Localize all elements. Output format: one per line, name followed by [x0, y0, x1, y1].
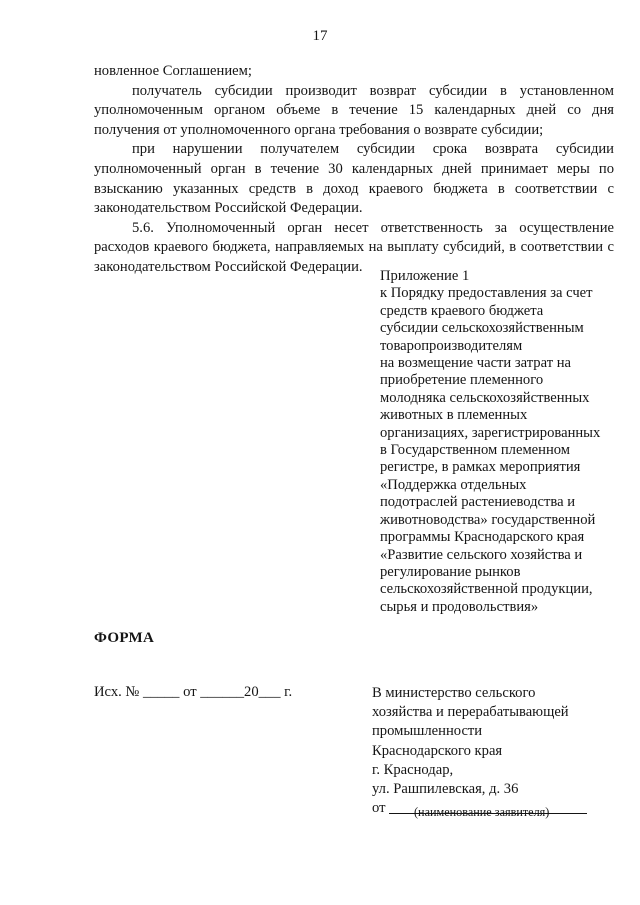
- appendix-line: регулирование рынков: [380, 563, 521, 580]
- appendix-line: на возмещение части затрат на: [380, 355, 572, 372]
- appendix-line: животноводства» государственной: [380, 511, 596, 528]
- form-title: ФОРМА: [94, 630, 155, 646]
- paragraph-return-violation: при нарушении получателем субсидии срока возврата субсидии уполномоченный орган в течение 30 календарных дней принимает меры по взысканию указанных средств в доход краевого бюджета в соответствии с законодательством Российской Федерации.: [94, 141, 614, 217]
- appendix-line: сельскохозяйственной продукции,: [380, 581, 593, 598]
- address-line: В министерство сельского: [372, 685, 536, 701]
- address-line: Краснодарского края: [372, 742, 503, 759]
- appendix-line: в Государственном племенном: [380, 442, 571, 459]
- paragraph-continuation: новленное Соглашением;: [94, 63, 252, 79]
- appendix-line: животных в племенных: [380, 407, 528, 424]
- appendix-line: регистре, в рамках мероприятия: [380, 459, 581, 476]
- outgoing-reference-line: Исх. № _____ от ______20___ г.: [94, 684, 293, 700]
- appendix-line: сырья и продовольствия»: [380, 598, 539, 615]
- from-label: от: [372, 800, 386, 817]
- page-number: 17: [312, 28, 328, 44]
- body-text: [94, 62, 614, 278]
- address-line: г. Краснодар,: [372, 761, 454, 778]
- paragraph-subsidy-return: получатель субсидии производит возврат субсидии в установленном уполномоченным органом объеме в течение 15 календарных дней со дня получения от уполномоченного органа требования о возврате субсидии;: [94, 82, 614, 138]
- appendix-line: молодняка сельскохозяйственных: [380, 389, 590, 406]
- recipient-address: [372, 684, 632, 818]
- applicant-name-caption: (наименование заявителя): [414, 805, 550, 819]
- appendix-line: товаропроизводителям: [380, 337, 523, 354]
- appendix-line: субсидии сельскохозяйственным: [380, 320, 584, 337]
- address-line: хозяйства и перерабатывающей: [372, 704, 569, 721]
- paragraph-5-6: 5.6. Уполномоченный орган несет ответственность за осуществление расходов краевого бюджета, направляемых на выплату субсидий, в соответствии с законодательством Российской Федерации.: [94, 219, 614, 275]
- address-line: ул. Рашпилевская, д. 36: [372, 781, 519, 798]
- appendix-line: «Развитие сельского хозяйства и: [380, 546, 583, 563]
- appendix-header: [380, 268, 630, 616]
- appendix-line: к Порядку предоставления за счет: [380, 285, 593, 302]
- address-line: промышленности: [372, 723, 483, 740]
- appendix-line: Приложение 1: [380, 268, 470, 284]
- appendix-line: приобретение племенного: [380, 372, 544, 389]
- appendix-line: подотраслей растениеводства и: [380, 494, 576, 511]
- appendix-line: организациях, зарегистрированных: [380, 424, 601, 441]
- appendix-line: средств краевого бюджета: [380, 302, 544, 319]
- appendix-line: программы Краснодарского края: [380, 529, 585, 546]
- appendix-line: «Поддержка отдельных: [380, 476, 527, 493]
